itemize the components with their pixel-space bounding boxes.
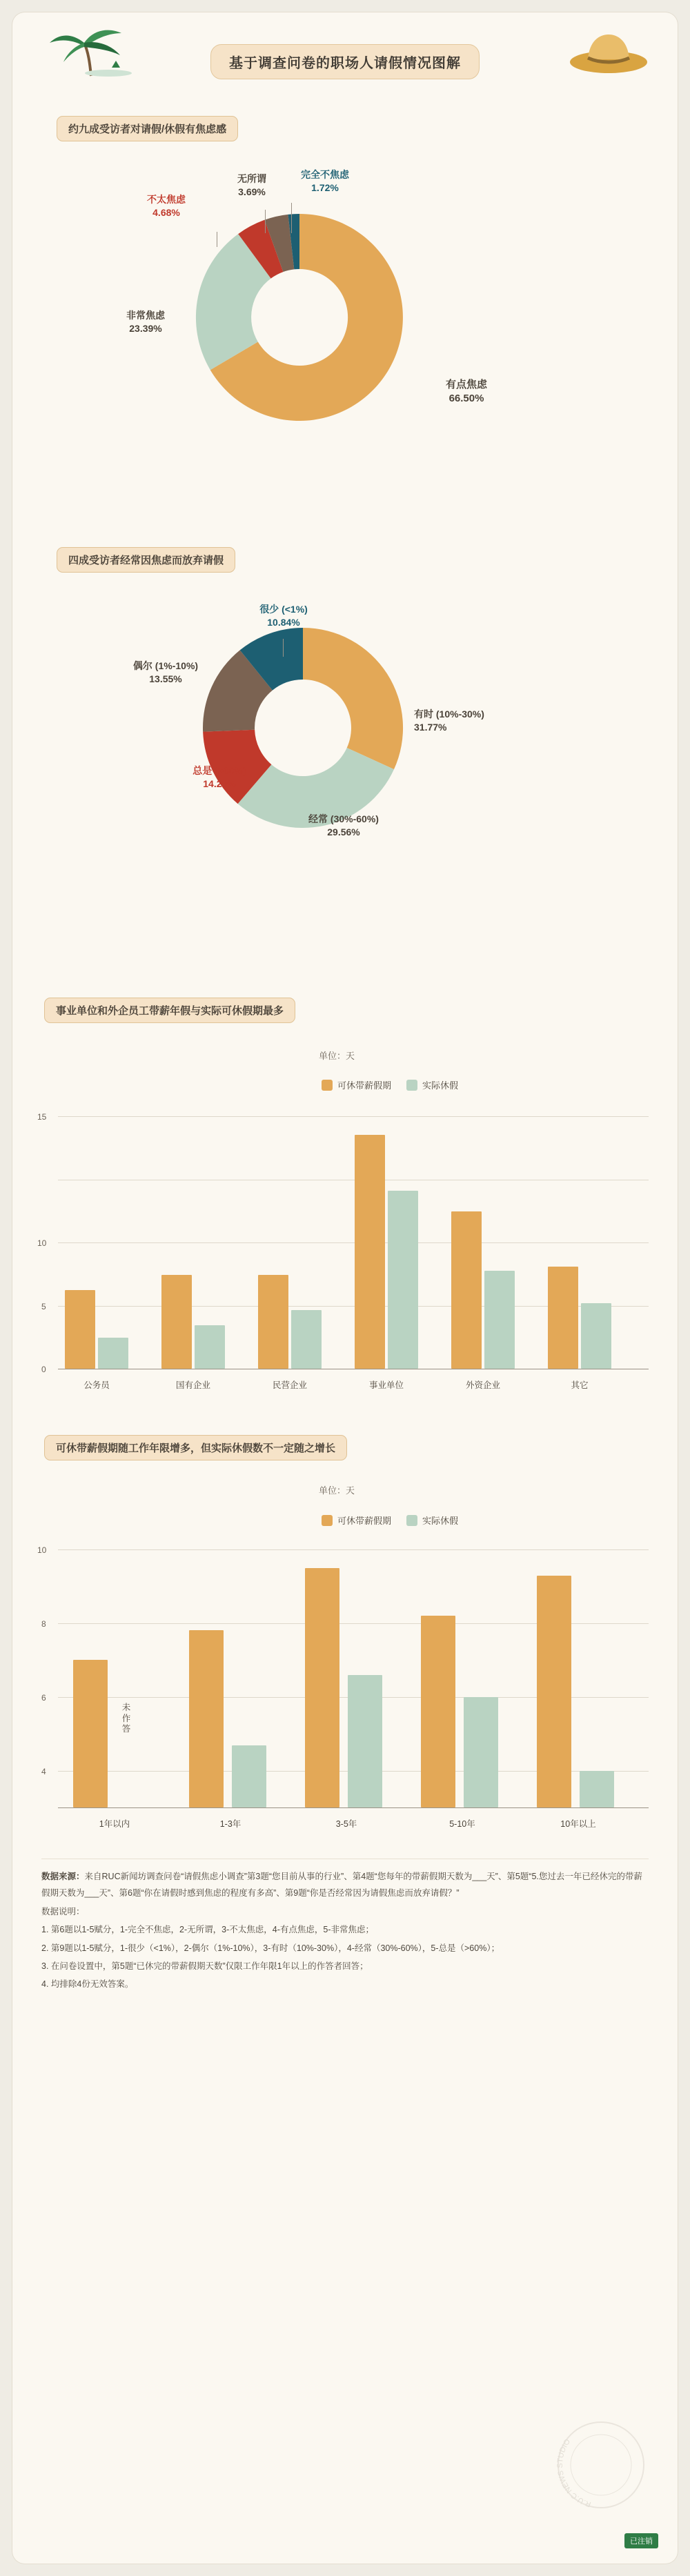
legend-item-paid (322, 1078, 391, 1091)
studio-stamp (549, 2413, 653, 2517)
cat2-label-3: 5-10年 (449, 1819, 475, 1829)
note-3: 3. 在问卷设置中，第5题“已休完的带薪假期天数”仅限工作年限1年以上的作答者回答； (41, 1961, 368, 1971)
bar-外资企业-paid (451, 1211, 482, 1369)
legend-item-actual-2 (406, 1514, 458, 1527)
cat-label-0: 公务员 (83, 1380, 110, 1390)
source-title: 数据来源： (41, 1872, 85, 1881)
anxiety-donut-chart (182, 200, 417, 435)
y2-tick-8: 8 (41, 1619, 46, 1629)
donut1-label-有点焦虑: 有点焦虑 66.50% (445, 379, 487, 405)
cat-label-4: 外资企业 (465, 1380, 500, 1390)
legend-item-actual (406, 1078, 458, 1091)
cat2-label-2: 3-5年 (335, 1819, 357, 1829)
y-tick-5: 5 (41, 1302, 46, 1311)
unit-label-employer: 单位：天 (319, 1051, 355, 1061)
bar-民营企业-actual (291, 1310, 322, 1369)
bar-公务员-paid (65, 1290, 95, 1369)
source-text: 来自RUC新闻坊调查问卷“请假焦虑小调查”第3题“您目前从事的行业”、第4题“您每年的带薪假期天数为___天”、第5题“5.您过去一年已经休完的带薪假期天数为___天”、第6题“你在请假时感到焦虑的程度有多高”、第9题“你是否经常因为请假焦虑而放弃请假？” (41, 1872, 642, 1899)
bar-5-10年-paid (421, 1616, 455, 1807)
notes-title: 数据说明： (41, 1906, 85, 1916)
donut2-label-总是: 总是 (>60%) 14.29% (193, 765, 246, 789)
bar-国有企业-actual (195, 1325, 225, 1369)
gridline (58, 1242, 649, 1243)
donut2-label-有时: 有时 (10%-30%) 31.77% (414, 709, 484, 733)
legend-swatch-actual-2 (406, 1515, 417, 1526)
bar-民营企业-paid (258, 1275, 288, 1369)
page-title: 基于调查问卷的职场人请假情况图解 (210, 44, 480, 79)
x-axis-2 (58, 1807, 649, 1808)
y-tick-15: 15 (37, 1112, 47, 1122)
bar-10年以上-paid (537, 1576, 571, 1807)
note-2: 2. 第9题以1-5赋分，1-很少（<1%），2-偶尔（1%-10%），3-有时（10%-30%），4-经常（30%-60%），5-总是（>60%）； (41, 1943, 500, 1953)
unit-label-tenure: 单位：天 (319, 1485, 355, 1496)
bar-10年以上-actual (580, 1771, 614, 1807)
cat-label-2: 民营企业 (272, 1380, 307, 1390)
donut1-label-非常焦虑: 非常焦虑 23.39% (126, 310, 165, 334)
section-label-giveup: 四成受访者经常因焦虑而放弃请假 (57, 547, 235, 573)
title-container (12, 44, 678, 79)
legend-label-actual-2: 实际休假 (422, 1516, 459, 1526)
bar-1年以内-paid (73, 1660, 108, 1807)
donut1-label-不太焦虑: 不太焦虑 4.68% (147, 194, 186, 218)
bar-事业单位-actual (388, 1191, 418, 1369)
legend-label-actual: 实际休假 (422, 1080, 459, 1091)
donut1-label-完全不焦虑: 完全不焦虑 1.72% (301, 169, 349, 193)
bar-其它-actual (581, 1303, 611, 1369)
cat2-label-0: 1年以内 (99, 1819, 130, 1829)
leader-line (283, 639, 284, 657)
footer-notes (41, 1868, 649, 1994)
section-label-tenure: 可休带薪假期随工作年限增多，但实际休假数不一定随之增长 (44, 1435, 347, 1460)
infographic-card (12, 12, 678, 2564)
annotation-no-answer: 未作答 (121, 1703, 131, 1734)
bar-1-3年-actual (232, 1745, 266, 1807)
svg-text:R.U.C NEWS STUDIO: R.U.C NEWS STUDIO (555, 2437, 593, 2508)
note-4: 4. 均排除4份无效答案。 (41, 1979, 134, 1990)
cat-label-5: 其它 (571, 1380, 589, 1390)
legend-label-paid-2: 可休带薪假期 (337, 1516, 392, 1526)
y2-tick-4: 4 (41, 1767, 46, 1776)
legend-tenure (322, 1514, 458, 1527)
source-line (41, 1868, 649, 1902)
note-1: 1. 第6题以1-5赋分，1-完全不焦虑，2-无所谓，3-不太焦虑，4-有点焦虑，5-非常焦虑； (41, 1925, 374, 1935)
leader-line (291, 203, 292, 233)
legend-swatch-actual (406, 1080, 417, 1091)
donut2-label-偶尔: 偶尔 (1%-10%) 13.55% (132, 660, 199, 684)
cat-label-3: 事业单位 (368, 1380, 404, 1390)
section-label-anxiety: 约九成受访者对请假/休假有焦虑感 (57, 116, 238, 141)
bar-3-5年-actual (348, 1675, 382, 1807)
legend-swatch-paid (322, 1080, 333, 1091)
y2-tick-6: 6 (41, 1693, 46, 1703)
bar-国有企业-paid (161, 1275, 192, 1369)
cat2-label-4: 10年以上 (560, 1819, 596, 1829)
cat2-label-1: 1-3年 (219, 1819, 241, 1829)
donut1-label-无所谓: 无所谓 3.69% (237, 173, 266, 197)
status-badge: 已注销 (624, 2533, 658, 2548)
cat-label-1: 国有企业 (175, 1380, 210, 1390)
bar-1-3年-paid (189, 1630, 224, 1807)
giveup-donut-chart (189, 614, 417, 842)
gridline (58, 1549, 649, 1550)
legend-label-paid: 可休带薪假期 (337, 1080, 392, 1091)
y-tick-10: 10 (37, 1238, 47, 1248)
y-tick-0: 0 (41, 1365, 46, 1374)
legend-employer (322, 1078, 458, 1091)
bar-其它-paid (548, 1267, 578, 1369)
donut2-label-很少: 很少 (<1%) 10.84% (259, 604, 308, 628)
legend-swatch-paid-2 (322, 1515, 333, 1526)
bar-公务员-actual (98, 1338, 128, 1369)
bar-事业单位-paid (355, 1135, 385, 1369)
section-label-employer: 事业单位和外企员工带薪年假与实际可休假期最多 (44, 998, 295, 1023)
legend-item-paid-2 (322, 1514, 391, 1527)
bar-外资企业-actual (484, 1271, 515, 1369)
y2-tick-10: 10 (37, 1545, 47, 1555)
donut2-label-经常: 经常 (30%-60%) 29.56% (308, 813, 379, 838)
gridline (58, 1116, 649, 1117)
bar-5-10年-actual (464, 1697, 498, 1807)
leader-line (265, 210, 266, 233)
bar-3-5年-paid (305, 1568, 339, 1807)
